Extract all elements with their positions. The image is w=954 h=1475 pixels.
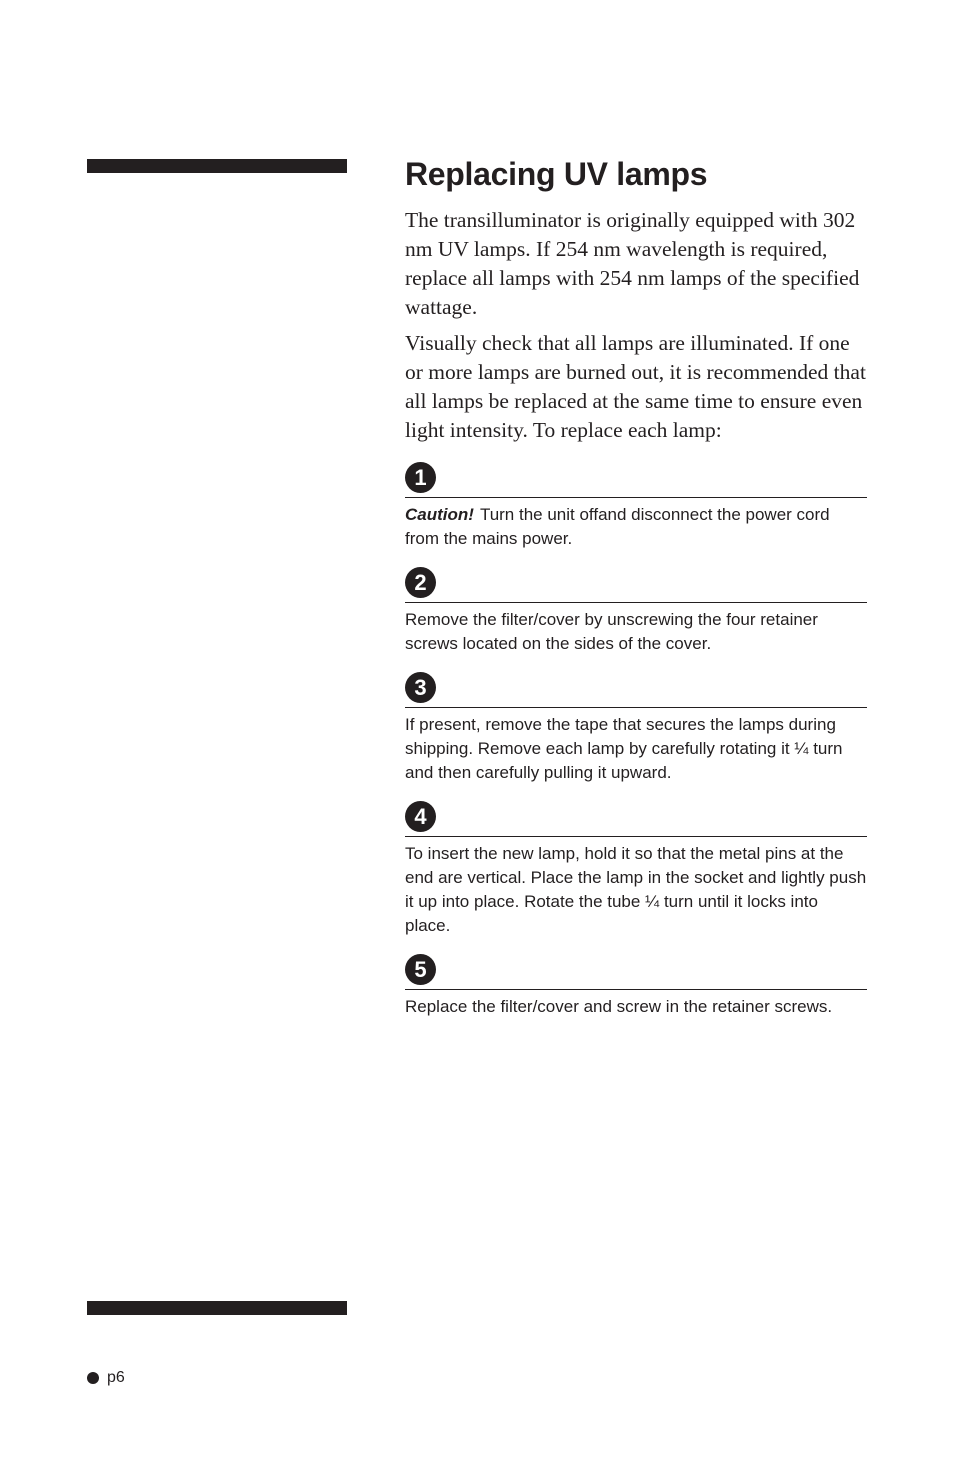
intro-paragraph: The transilluminator is originally equipped with 302 nm UV lamps. If 254 nm wavelength is required, replace all lamps with 254 nm lamps of the specified wattage. [405, 208, 860, 319]
step-header [405, 567, 867, 603]
page-number: p6 [107, 1369, 125, 1386]
step-header [405, 954, 867, 990]
step-5 [405, 954, 867, 1019]
step-header [405, 801, 867, 837]
step-instruction: If present, remove the tape that secures the lamps during shipping. Remove each lamp by carefully rotating it ¼ turn and then carefully pulling it upward. [405, 715, 843, 782]
step-2 [405, 567, 867, 656]
step-number-badge: 2 [405, 567, 436, 598]
step-4 [405, 801, 867, 938]
step-3 [405, 672, 867, 785]
step-number-badge: 3 [405, 672, 436, 703]
page-footer [87, 1368, 125, 1388]
main-content [405, 150, 867, 1035]
bottom-divider-bar [87, 1301, 347, 1315]
bullet-dot-icon [87, 1372, 99, 1384]
caution-label: Caution! [405, 505, 474, 524]
step-1 [405, 462, 867, 551]
top-divider-bar [87, 159, 347, 173]
step-header [405, 672, 867, 708]
step-instruction: Turn the unit offand disconnect the power cord from the mains power. [405, 505, 830, 548]
step-number-badge: 4 [405, 801, 436, 832]
step-instruction: To insert the new lamp, hold it so that the metal pins at the end are vertical. Place the lamp in the socket and lightly push it up into place. Rotate the tube ¼ turn until it locks into place. [405, 844, 867, 935]
step-text [405, 503, 867, 551]
steps-list [405, 462, 867, 1019]
step-instruction: Remove the filter/cover by unscrewing the four retainer screws located on the sides of the cover. [405, 610, 818, 653]
intro-text [405, 206, 867, 445]
page-title: Replacing UV lamps [405, 156, 708, 192]
step-number-badge: 1 [405, 462, 436, 493]
step-instruction: Replace the filter/cover and screw in the retainer screws. [405, 997, 833, 1016]
intro-paragraph: Visually check that all lamps are illuminated. If one or more lamps are burned out, it is recommended that all lamps be replaced at the same time to ensure even light intensity. To replace each lamp: [405, 331, 866, 442]
step-number-badge: 5 [405, 954, 436, 985]
step-header [405, 462, 867, 498]
